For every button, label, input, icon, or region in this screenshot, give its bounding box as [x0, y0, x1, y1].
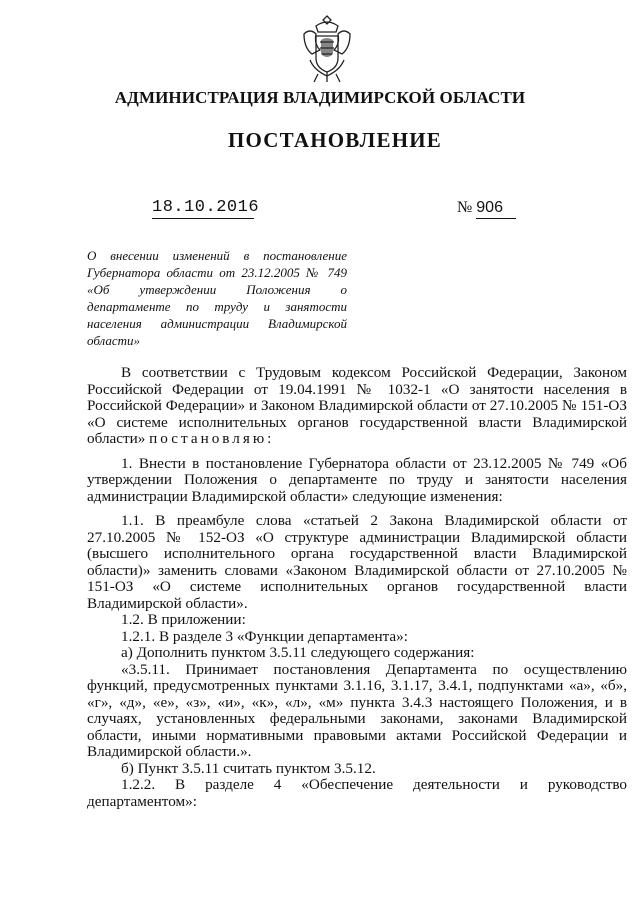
document-number	[457, 198, 516, 219]
document-type: ПОСТАНОВЛЕНИЕ	[227, 128, 443, 152]
document-subject	[87, 247, 347, 349]
subject-line: населения администрации Владимирской	[87, 316, 347, 331]
body-paragraph: 1. Внести в постановление Губернатора области от 23.12.2005 № 749 «Об утверждении Положения о департаменте по труду и занятости населения администрации Владимирской области» следующие изменения:	[87, 454, 627, 505]
body-paragraph: «3.5.11. Принимает постановления Департамента по осуществлению функций, предусмотренных пунктами 3.1.16, 3.1.17, 3.4.1, подпунктами «а», «б», «г», «д», «е», «з», «и», «к», «л», «м» пункта 3.4.3 настоящего Положения, и в случаях, установленных федеральными законами, законами Владимирской области, иными нормативными правовыми актами Российской Федерации и Владимирской области.».	[87, 660, 627, 760]
coat-of-arms-icon	[298, 12, 356, 86]
decree-word: постановляю:	[149, 430, 275, 447]
document-body	[87, 365, 627, 810]
number-prefix: №	[457, 199, 473, 216]
body-paragraph: а) Дополнить пунктом 3.5.11 следующего содержания:	[121, 644, 475, 661]
subject-line: О внесении изменений в постановление	[87, 248, 347, 263]
body-paragraph: б) Пункт 3.5.11 считать пунктом 3.5.12.	[121, 759, 376, 777]
body-paragraph: 1.2. В приложении:	[121, 611, 246, 628]
organization-title: АДМИНИСТРАЦИЯ ВЛАДИМИРСКОЙ ОБЛАСТИ	[114, 88, 526, 107]
subject-line: Губернатора области от 23.12.2005 № 749	[87, 265, 347, 280]
body-paragraph: 1.1. В преамбуле слова «статьей 2 Закона Владимирской области от 27.10.2005 № 152-ОЗ «О структуре администрации Владимирской области (высшего исполнительного органа государственной власти Владимирской области)» заменить словами «Законом Владимирской области от 27.10.2005 № 151-ОЗ «О системе исполнительных органов государственной власти Владимирской области».	[87, 512, 627, 612]
preamble-paragraph	[87, 365, 627, 448]
body-paragraph: 1.2.2. В разделе 4 «Обеспечение деятельности и руководство департаментом»:	[87, 776, 627, 810]
body-paragraph: 1.2.1. В разделе 3 «Функции департамента»:	[121, 627, 408, 645]
subject-line: департаменте по труду и занятости	[87, 299, 347, 314]
subject-line: «Об утверждении Положения о	[87, 282, 347, 297]
preamble-text: В соответствии с Трудовым кодексом Российской Федерации, Законом Российской Федерации от 19.04.1991 № 1032-1 «О занятости населения в Российской Федерации» и Законом Владимирской области от 27.10.2005 № 151-ОЗ «О системе исполнительных органов государственной власти Владимирской области»	[87, 364, 627, 447]
document-date: 18.10.2016	[152, 198, 260, 217]
subject-line: области»	[87, 333, 141, 348]
number-value: 906	[476, 198, 516, 219]
